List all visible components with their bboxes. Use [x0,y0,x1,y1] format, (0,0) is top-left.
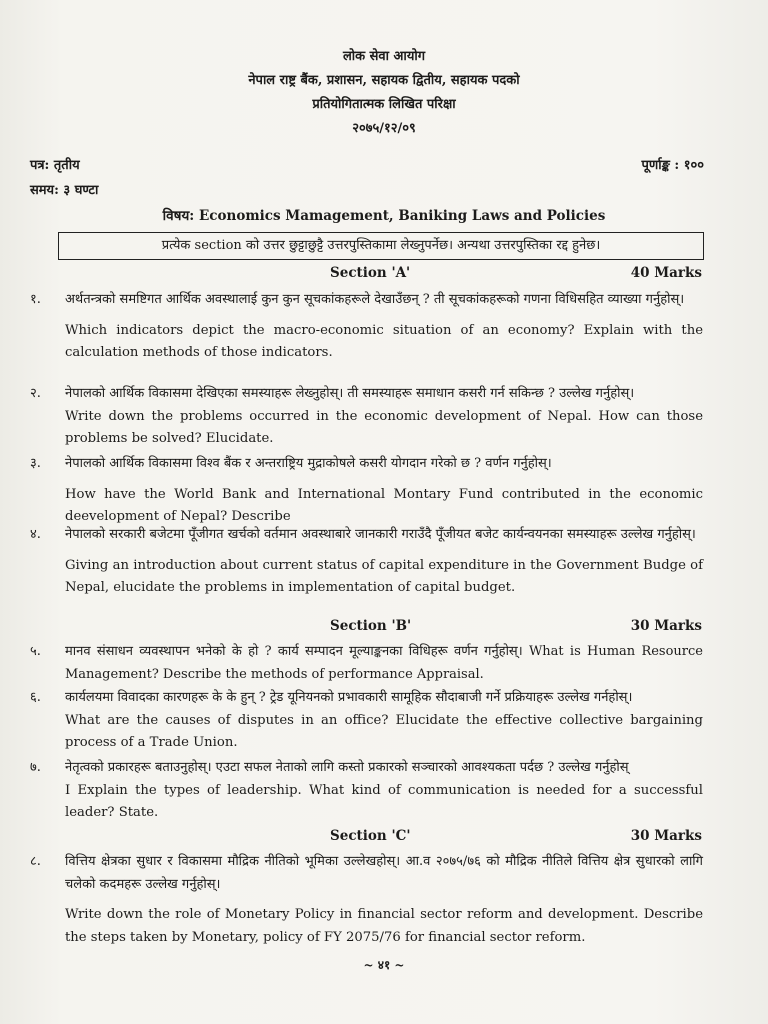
question-text-np: नेपालको आर्थिक विकासमा विश्व बैंक र अन्तराष्ट्रिय मुद्राकोषले कसरी योगदान गरेको छ ? वर्णन गर्नुहोस्। [65,456,552,471]
paper-label: पत्र: तृतीय [30,158,80,173]
full-marks: पूर्णाङ्क : १०० [641,158,704,173]
section-title: Section 'C' [330,828,411,844]
section-title: Section 'A' [330,265,411,281]
time-label: समय: ३ घण्टा [30,183,99,198]
question-number: ७. [30,760,41,775]
question-number: २. [30,386,41,401]
question-text-np: नेपालको आर्थिक विकासमा देखिएका समस्याहरू लेख्नुहोस्। ती समस्याहरू समाधान कसरी गर्न सकिन्छ ? उल्लेख गर्नुहोस्। [65,386,635,401]
question-8 [30,851,704,949]
section-b-heading [330,618,702,634]
question-5 [30,641,704,686]
question-text-en: Write down the role of Monetary Policy in financial sector reform and development. Describe the steps taken by Monetary, policy of FY 2075/76 for financial sector reform. [65,907,703,945]
org-title: लोक सेवा आयोग [342,49,426,64]
question-number: ३. [30,456,41,471]
section-c-heading [330,828,702,844]
question-7 [30,757,704,825]
section-marks: 30 Marks [630,618,702,634]
question-6 [30,687,704,755]
section-title: Section 'B' [330,618,412,634]
instruction-text: प्रत्येक section को उत्तर छुट्टाछुट्टै उत्तरपुस्तिकामा लेख्नुपर्नेछ। अन्यथा उत्तरपुस्तिका रद्द हुनेछ। [161,238,601,253]
question-text-en: How have the World Bank and International Montary Fund contributed in the economic deevelopment of Nepal? Describe [65,486,703,524]
question-1 [30,289,704,365]
instruction-box [58,232,704,260]
question-text-en: Write down the problems occurred in the economic development of Nepal. How can those problems be solved? Elucidate. [65,408,703,446]
question-text-en: What is Human Resource Management? Describe the methods of performance Appraisal. [65,644,703,682]
question-text-np: कार्यलयमा विवादका कारणहरू के के हुन् ? ट्रेड यूनियनको प्रभावकारी सामूहिक सौदाबाजी गर्ने प्रक्रियाहरू उल्लेख गर्नहोस्। [65,690,633,705]
section-marks: 40 Marks [630,265,702,281]
question-text-np: नेतृत्वको प्रकारहरू बताउनुहोस्। एउटा सफल नेताको लागि कस्तो प्रकारको सञ्चारको आवश्यकता पर्दछ ? उल्लेख गर्नुहोस् [65,760,629,775]
section-marks: 30 Marks [630,828,702,844]
question-text-en: Giving an introduction about current status of capital expenditure in the Government Budge of Nepal, elucidate the problems in implementation of capital budget. [65,557,703,595]
section-a-heading [330,265,702,281]
question-number: ८. [30,854,41,869]
question-text-np: नेपालको सरकारी बजेटमा पूँजीगत खर्चको वर्तमान अवस्थाबारे जानकारी गराउँदै पूँजीयत बजेट कार्यन्वयनका समस्याहरू उल्लेख गर्नुहोस्। [65,527,696,542]
question-4 [30,524,704,600]
exam-type: प्रतियोगितात्मक लिखित परिक्षा [312,97,456,112]
question-text-np: वित्तिय क्षेत्रका सुधार र विकासमा मौद्रिक नीतिको भूमिका उल्लेखहोस्। आ.व २०७५/७६ को मौद्रिक नीतिले वित्तिय क्षेत्र सुधारको लागि चलेको कदमहरू उल्लेख गर्नुहोस्। [65,854,703,892]
question-text-en: What are the causes of disputes in an office? Elucidate the effective collective bargaining process of a Trade Union. [65,712,703,750]
question-number: ४. [30,527,41,542]
posts-line: नेपाल राष्ट्र बैंक, प्रशासन, सहायक द्वितीय, सहायक पदको [248,73,520,88]
subject-title: विषय: Economics Mamagement, Baniking Laws and Policies [162,208,606,224]
question-2 [30,383,704,451]
question-text-np: अर्थतन्त्रको समष्टिगत आर्थिक अवस्थालाई कुन कुन सूचकांकहरूले देखाउँछन् ? ती सूचकांकहरूको गणना विधिसहित व्याख्या गर्नुहोस्। [65,292,685,307]
question-text-np: मानव संसाधन व्यवस्थापन भनेको के हो ? कार्य सम्पादन मूल्याङ्कनका विधिहरू वर्णन गर्नुहोस्। [65,644,523,659]
page-number: ~ ४१ ~ [363,958,405,972]
question-number: १. [30,292,41,307]
question-number: ५. [30,644,41,659]
question-number: ६. [30,690,41,705]
question-text-en: Which indicators depict the macro-economic situation of an economy? Explain with the calculation methods of those indicators. [65,322,703,360]
question-text-en: I Explain the types of leadership. What kind of communication is needed for a successful leader? State. [65,782,703,820]
question-3 [30,453,704,529]
exam-date: २०७५/१२/०९ [352,121,416,136]
